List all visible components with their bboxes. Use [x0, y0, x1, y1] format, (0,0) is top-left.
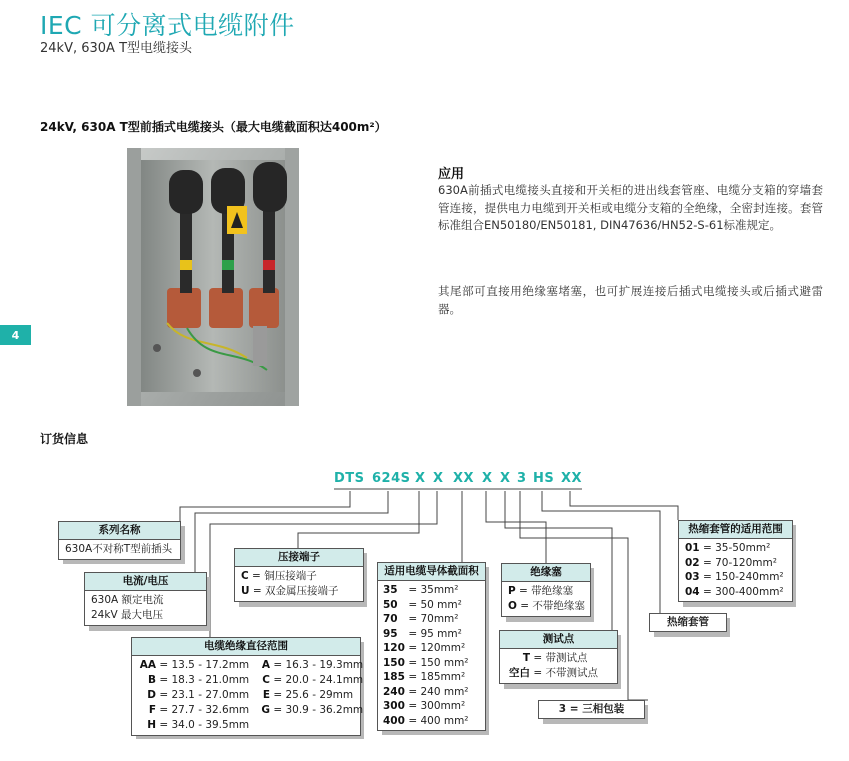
cross-section-option: 70 = 70mm² — [383, 613, 459, 625]
insulation-option: D = 23.1 - 27.0mm — [147, 689, 250, 701]
lug-option: C = 铜压接端子 — [241, 570, 317, 582]
insulation-box — [131, 637, 364, 736]
plug-box — [501, 563, 591, 617]
code-part-three-phase: 3 — [517, 471, 527, 486]
code-part-cross-section: XX — [453, 471, 475, 486]
cross-section-option: 95 = 95 mm² — [383, 627, 462, 640]
cross-section-box-title: 适用电缆导体截面积 — [378, 563, 485, 581]
cross-section-option: 240 = 240 mm² — [383, 685, 469, 698]
three-phase-box: 3 = 三相包装 — [538, 700, 645, 719]
code-part-shrink-range: XX — [561, 471, 583, 486]
cross-section-option: 400 = 400 mm² — [383, 714, 469, 727]
order-info-title: 订货信息 — [40, 432, 89, 446]
cross-section-option: 300 = 300mm² — [383, 700, 466, 712]
test-point-option: T = 带测试点 — [522, 652, 588, 664]
shrink-range-box — [678, 520, 793, 602]
plug-option: P = 带绝缘塞 — [508, 585, 574, 597]
rating-box-title: 电流/电压 — [85, 573, 206, 591]
code-part-series: DTS — [334, 471, 365, 486]
product-section-title: 24kV, 630A T型前插式电缆接头（最大电缆截面积达400m²） — [40, 120, 387, 134]
code-part-plug: X — [482, 471, 493, 486]
page-subtitle: 24kV, 630A T型电缆接头 — [40, 41, 193, 56]
shrink-range-box-title: 热缩套管的适用范围 — [679, 521, 792, 539]
rating-current: 630A 额定电流 — [91, 594, 164, 606]
shrink-range-option: 01 = 35-50mm² — [685, 542, 771, 554]
lug-box-title: 压接端子 — [235, 549, 363, 567]
code-part-test-point: X — [500, 471, 511, 486]
test-point-option: 空白 = 不带测试点 — [509, 667, 598, 679]
application-paragraph-1: 630A前插式电缆接头直接和开关柜的进出线套管座、电缆分支箱的穿墙套管连接，提供电力电缆到开关柜或电缆分支箱的全绝缘，全密封连接。套管标准组合EN50180/EN50181, DIN47636/HN52-S-61标准规定。 — [438, 183, 823, 232]
series-box-title: 系列名称 — [59, 522, 180, 540]
insulation-option: F = 27.7 - 32.6mm — [148, 704, 250, 716]
shrink-range-option: 03 = 150-240mm² — [685, 571, 784, 583]
application-paragraph-2: 其尾部可直接用绝缘塞堵塞，也可扩展连接后插式电缆接头或后插式避雷器。 — [438, 284, 823, 316]
insulation-box-title: 电缆绝缘直径范围 — [132, 638, 360, 656]
lug-option: U = 双金属压接端子 — [241, 585, 339, 597]
chapter-tab: 4 — [0, 325, 31, 345]
code-part-rating: 624S — [372, 471, 411, 486]
shrink-range-option: 04 = 300-400mm² — [685, 585, 784, 598]
cross-section-option: 150 = 150 mm² — [383, 656, 469, 669]
insulation-option: A = 16.3 - 19.3mm — [261, 659, 364, 671]
test-point-box-title: 测试点 — [500, 631, 617, 649]
cross-section-option: 120 = 120mm² — [383, 642, 466, 654]
code-part-lug: X — [415, 471, 426, 486]
series-box — [58, 521, 181, 560]
code-part-insulation: X — [433, 471, 444, 486]
cross-section-option: 35 = 35mm² — [383, 584, 459, 596]
rating-voltage: 24kV 最大电压 — [91, 609, 163, 621]
rating-box — [84, 572, 207, 626]
insulation-option: H = 34.0 - 39.5mm — [147, 719, 250, 731]
plug-box-title: 绝缘塞 — [502, 564, 590, 582]
insulation-option: AA = 13.5 - 17.2mm — [139, 659, 250, 671]
insulation-option: E = 25.6 - 29mm — [262, 689, 354, 701]
insulation-option: B = 18.3 - 21.0mm — [147, 674, 250, 686]
shrink-sleeve-box: 热缩套管 — [649, 613, 727, 632]
series-box-text: 630A不对称T型前插头 — [65, 543, 173, 555]
lug-box — [234, 548, 364, 602]
cross-section-box — [377, 562, 486, 731]
plug-option: O = 不带绝缘塞 — [508, 600, 585, 612]
insulation-option: G = 30.9 - 36.2mm — [261, 704, 364, 716]
cross-section-option: 50 = 50 mm² — [383, 598, 462, 611]
cross-section-option: 185 = 185mm² — [383, 671, 466, 683]
insulation-option: C = 20.0 - 24.1mm — [262, 674, 364, 686]
shrink-range-option: 02 = 70-120mm² — [685, 556, 777, 569]
page-title: IEC 可分离式电缆附件 — [40, 11, 295, 40]
application-heading: 应用 — [438, 167, 465, 182]
code-part-shrink-sleeve: HS — [533, 471, 555, 486]
test-point-box — [499, 630, 618, 684]
